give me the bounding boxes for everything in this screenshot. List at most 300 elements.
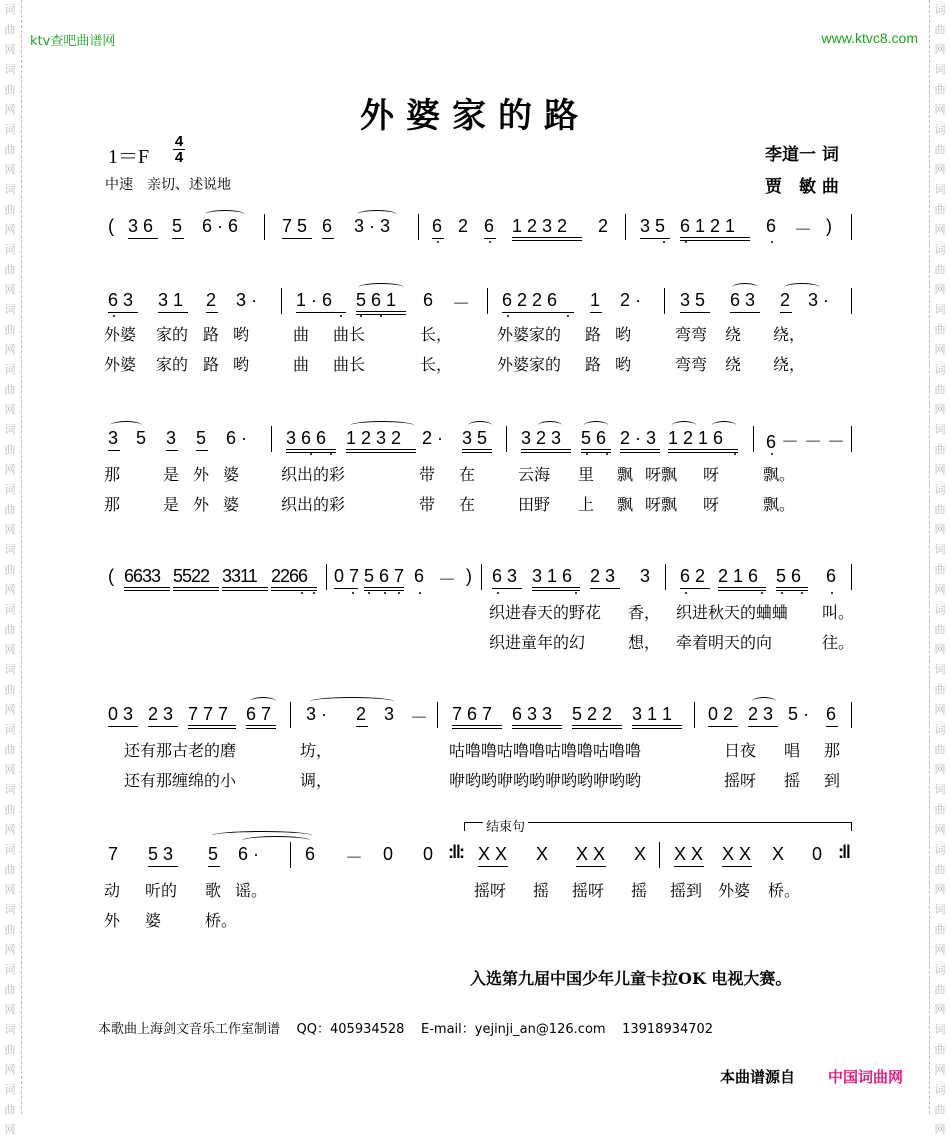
note-group: 6 bbox=[414, 566, 425, 586]
low-octave-dot bbox=[771, 453, 773, 455]
lyric: 曲 bbox=[293, 325, 310, 344]
lyric: 家的 bbox=[156, 355, 189, 374]
site-name-left[interactable]: ktv查吧曲谱网 bbox=[30, 34, 116, 49]
low-octave-dot bbox=[340, 315, 342, 317]
lyric: 摇 bbox=[533, 881, 550, 900]
lyric: 坊， bbox=[300, 741, 333, 760]
note-group: 0 7 bbox=[334, 566, 360, 586]
lyric: 歌 bbox=[205, 881, 222, 900]
lyric: 摇呀 bbox=[724, 771, 757, 790]
slur bbox=[310, 697, 394, 706]
note-group: 5 · bbox=[788, 704, 810, 724]
watermark-text: 词 曲 网 bbox=[4, 483, 16, 536]
low-octave-dot bbox=[685, 592, 687, 594]
watermark-text: 词 曲 网 bbox=[934, 183, 946, 236]
double-underline bbox=[222, 587, 268, 591]
lyric: 带 bbox=[419, 465, 436, 484]
low-octave-dot bbox=[781, 592, 783, 594]
lyric: 绕 bbox=[725, 325, 742, 344]
underline bbox=[432, 238, 444, 239]
watermark-text: 词 曲 网 bbox=[934, 603, 946, 656]
watermark-text: 词 曲 网 bbox=[934, 423, 946, 476]
lyric: 田野 bbox=[518, 495, 551, 514]
note-group: 2 · bbox=[422, 428, 444, 448]
dash: － bbox=[410, 708, 428, 728]
low-octave-dot bbox=[380, 315, 382, 317]
note-group: 5 3 bbox=[148, 844, 174, 864]
note-group: 5522 bbox=[173, 566, 210, 586]
low-octave-dot bbox=[771, 241, 773, 243]
low-octave-dot bbox=[761, 592, 763, 594]
double-underline bbox=[572, 725, 622, 729]
bar-line bbox=[664, 288, 665, 314]
note-group: 6 bbox=[423, 290, 434, 310]
lyric: 哟 bbox=[233, 325, 250, 344]
watermark-text: 词 曲 网 bbox=[934, 543, 946, 596]
watermark-text: 词 曲 网 bbox=[4, 603, 16, 656]
note-group: 5 6 1 bbox=[356, 290, 397, 310]
lyric: 哟 bbox=[233, 355, 250, 374]
low-octave-dot bbox=[360, 315, 362, 317]
bar-line bbox=[753, 426, 754, 452]
slur bbox=[350, 421, 414, 430]
note-group: 3 · bbox=[236, 290, 258, 310]
note-group: 0 3 bbox=[108, 704, 134, 724]
watermark-text: 词 曲 网 bbox=[4, 543, 16, 596]
watermark-text: 词 曲 网 bbox=[4, 63, 16, 116]
note-group: 5 bbox=[136, 428, 147, 448]
double-underline bbox=[271, 587, 317, 591]
watermark-text: 词 曲 网 bbox=[934, 903, 946, 956]
double-underline bbox=[512, 725, 562, 729]
lyric: 呀 bbox=[703, 495, 720, 514]
underline bbox=[826, 726, 838, 727]
time-signature bbox=[173, 134, 185, 165]
underline bbox=[172, 238, 184, 239]
watermark-text: 词 曲 网 bbox=[4, 1083, 16, 1136]
lyric: 哟 bbox=[615, 325, 632, 344]
watermark-text: 词 曲 网 bbox=[934, 723, 946, 776]
note-group: X bbox=[634, 844, 647, 864]
lyric: 摇呀 bbox=[474, 881, 507, 900]
low-octave-dot bbox=[567, 315, 569, 317]
note-group: 5 bbox=[196, 428, 207, 448]
underline bbox=[478, 866, 508, 867]
slur bbox=[205, 210, 245, 219]
low-octave-dot bbox=[489, 241, 491, 243]
watermark-text: 词 曲 网 bbox=[4, 843, 16, 896]
low-octave-dot bbox=[313, 592, 315, 594]
note-group: 2 1 6 bbox=[718, 566, 759, 586]
underline bbox=[730, 312, 760, 313]
lyric: 上 bbox=[578, 495, 595, 514]
note-group: 1 2 3 2 bbox=[512, 216, 568, 236]
underline bbox=[484, 238, 496, 239]
slur bbox=[250, 697, 276, 706]
watermark-text: 词 曲 网 bbox=[934, 123, 946, 176]
lyric: 听的 bbox=[145, 881, 178, 900]
bar-line bbox=[506, 426, 507, 452]
note-group: 6 bbox=[432, 216, 443, 236]
bar-line bbox=[851, 564, 852, 590]
lyric: 还有那古老的磨 bbox=[124, 741, 237, 760]
email-address[interactable]: yejinji_an@126.com bbox=[474, 1022, 606, 1037]
bar-line bbox=[437, 702, 438, 728]
lyric: 飘 bbox=[617, 495, 634, 514]
watermark-text: 词 曲 网 bbox=[934, 663, 946, 716]
underline bbox=[576, 866, 606, 867]
lyric: 绕 bbox=[725, 355, 742, 374]
low-octave-dot bbox=[831, 592, 833, 594]
lyric: 呀飘 bbox=[645, 465, 678, 484]
double-underline bbox=[364, 587, 404, 591]
note-group: 3 6 bbox=[128, 216, 154, 236]
low-octave-dot bbox=[352, 592, 354, 594]
watermark-text: 词 曲 网 bbox=[4, 903, 16, 956]
note-group: 2 · bbox=[620, 290, 642, 310]
bar-line bbox=[665, 564, 666, 590]
underline bbox=[708, 726, 738, 727]
underline bbox=[680, 312, 710, 313]
note-group: 2 bbox=[206, 290, 217, 310]
studio-credit: 本歌曲上海剑文音乐工作室制谱 bbox=[98, 1022, 281, 1037]
note-group: 6 bbox=[484, 216, 495, 236]
note-group: 7 bbox=[108, 844, 119, 864]
lyric: 路 bbox=[203, 325, 220, 344]
phone-number: 13918934702 bbox=[622, 1022, 714, 1037]
low-octave-dot bbox=[507, 315, 509, 317]
double-underline bbox=[680, 237, 750, 241]
note-group: 6 2 2 6 bbox=[502, 290, 558, 310]
key-signature: 1＝F bbox=[108, 146, 150, 168]
lyric: 那 bbox=[104, 465, 121, 484]
note-group: 2 3 bbox=[748, 704, 774, 724]
lyric: 路 bbox=[585, 325, 602, 344]
lyric: 外婆 bbox=[104, 355, 137, 374]
bar-line bbox=[625, 214, 626, 240]
underline bbox=[722, 866, 752, 867]
note-group: 3 bbox=[166, 428, 177, 448]
underline bbox=[108, 312, 138, 313]
low-octave-dot bbox=[586, 453, 588, 455]
double-underline bbox=[462, 449, 492, 453]
underline bbox=[780, 312, 792, 313]
note-group: 6 bbox=[766, 216, 777, 236]
note-group: X bbox=[772, 844, 785, 864]
bar-line bbox=[851, 426, 852, 452]
lyric: 香， bbox=[628, 603, 661, 622]
note-group: 6 2 bbox=[680, 566, 706, 586]
lyric: 绕， bbox=[773, 325, 806, 344]
watermark-text: 词 曲 网 bbox=[934, 3, 946, 56]
underline bbox=[334, 588, 358, 589]
note-group: 7 7 7 bbox=[188, 704, 229, 724]
open-paren: ( bbox=[108, 216, 114, 236]
bar-line bbox=[326, 564, 327, 590]
slur bbox=[712, 421, 736, 430]
lyric: 摇 bbox=[784, 771, 801, 790]
lyric: 那 bbox=[104, 495, 121, 514]
open-paren: ( bbox=[108, 566, 114, 586]
source-site-link[interactable]: 中国词曲网 bbox=[828, 1068, 904, 1086]
lyric: 咿哟哟咿哟哟咿哟哟咿哟哟 bbox=[449, 771, 642, 790]
double-underline bbox=[776, 587, 808, 591]
watermark-text: 词 曲 网 bbox=[934, 363, 946, 416]
low-octave-dot bbox=[330, 453, 332, 455]
lyric: 长， bbox=[420, 325, 453, 344]
lyric: 外婆 bbox=[718, 881, 751, 900]
note-group: 6 3 bbox=[108, 290, 134, 310]
note-group: 3 6 6 bbox=[286, 428, 327, 448]
double-underline bbox=[246, 725, 276, 729]
double-underline bbox=[521, 449, 571, 453]
lyric: 摇到 bbox=[670, 881, 703, 900]
underline bbox=[128, 238, 158, 239]
underline bbox=[492, 588, 522, 589]
lyric: 云海 bbox=[518, 465, 551, 484]
site-url-right[interactable]: www.ktvc8.com bbox=[821, 30, 918, 46]
lyric: 哟 bbox=[615, 355, 632, 374]
note-group: X X bbox=[674, 844, 704, 864]
lyric: 织进童年的幻 bbox=[489, 633, 586, 652]
lyric: 是 bbox=[163, 495, 180, 514]
underline bbox=[282, 238, 312, 239]
watermark-text: 词 曲 网 bbox=[934, 783, 946, 836]
bar-line bbox=[281, 288, 282, 314]
time-sig-top: 4 bbox=[174, 133, 184, 150]
rest: 0 bbox=[423, 844, 434, 864]
bar-line bbox=[264, 214, 265, 240]
note-group: 3 2 3 bbox=[521, 428, 562, 448]
lyric: 日夜 bbox=[724, 741, 757, 760]
lyric: 婆 bbox=[223, 465, 240, 484]
watermark-text: 词 曲 网 bbox=[4, 963, 16, 1016]
note-group: 5 bbox=[172, 216, 183, 236]
note-group: X X bbox=[722, 844, 752, 864]
low-octave-dot bbox=[663, 241, 665, 243]
lyric: 织进春天的野花 bbox=[489, 603, 602, 622]
lyric: 唱 bbox=[784, 741, 801, 760]
lyric: 调， bbox=[300, 771, 333, 790]
bar-line bbox=[290, 702, 291, 728]
rest: 0 bbox=[383, 844, 394, 864]
note-group: 5 6 bbox=[776, 566, 802, 586]
watermark-text: 词 曲 网 bbox=[934, 303, 946, 356]
underline bbox=[674, 866, 704, 867]
lyric: 咕噜噜咕噜噜咕噜噜咕噜噜 bbox=[449, 741, 642, 760]
lyric: 外婆家的 bbox=[497, 355, 562, 374]
lyric: 牵着明天的向 bbox=[676, 633, 773, 652]
lyric: 织出的彩 bbox=[281, 465, 346, 484]
low-octave-dot bbox=[606, 453, 608, 455]
dash: － bbox=[452, 294, 470, 314]
note-group: 1 2 1 6 bbox=[668, 428, 724, 448]
dash: － bbox=[794, 220, 812, 240]
slur bbox=[242, 836, 310, 845]
low-octave-dot bbox=[384, 592, 386, 594]
note-group: 7 5 bbox=[282, 216, 308, 236]
time-sig-bottom: 4 bbox=[174, 149, 184, 166]
watermark-text: 词 曲 网 bbox=[4, 183, 16, 236]
note-group: 3 5 bbox=[680, 290, 706, 310]
lyric: 曲长 bbox=[333, 355, 366, 374]
watermark-text: 词 曲 网 bbox=[4, 1023, 16, 1076]
watermark-text: 词 曲 网 bbox=[934, 843, 946, 896]
note-group: 6 3 3 bbox=[512, 704, 553, 724]
bar-line bbox=[290, 842, 291, 868]
note-group: 3 5 bbox=[462, 428, 488, 448]
lyric: 长， bbox=[420, 355, 453, 374]
dash: － bbox=[345, 848, 363, 868]
watermark-text: 词 曲 网 bbox=[4, 723, 16, 776]
lyric: 曲长 bbox=[333, 325, 366, 344]
watermark-text: 词 曲 网 bbox=[4, 303, 16, 356]
note-group: 2 · 3 bbox=[620, 428, 657, 448]
underline bbox=[748, 726, 778, 727]
contest-note: 入选第九届中国少年儿童卡拉OK 电视大赛。 bbox=[470, 969, 792, 988]
note-group: 5 2 2 bbox=[572, 704, 613, 724]
lyric: 是 bbox=[163, 465, 180, 484]
slur bbox=[538, 421, 562, 430]
low-octave-dot bbox=[734, 453, 736, 455]
low-octave-dot bbox=[301, 592, 303, 594]
lyric: 外婆家的 bbox=[497, 325, 562, 344]
lyric: 飘 bbox=[617, 465, 634, 484]
watermark-text: 词 曲 网 bbox=[934, 963, 946, 1016]
low-octave-dot bbox=[398, 592, 400, 594]
dash: － bbox=[438, 570, 456, 590]
note-group: 6 bbox=[305, 844, 316, 864]
note-group: 3 bbox=[640, 566, 651, 586]
slur bbox=[672, 421, 696, 430]
lyric: 里 bbox=[578, 465, 595, 484]
note-group: 2 3 bbox=[148, 704, 174, 724]
note-group: 3 · 3 bbox=[354, 216, 391, 236]
note-group: 3 1 6 bbox=[532, 566, 573, 586]
underline bbox=[206, 312, 218, 313]
double-underline bbox=[668, 449, 738, 453]
low-octave-dot bbox=[437, 241, 439, 243]
repeat-sign: :‖: bbox=[448, 842, 463, 862]
lyric: 飘。 bbox=[763, 465, 796, 484]
close-paren: ) bbox=[826, 216, 832, 236]
low-octave-dot bbox=[685, 241, 687, 243]
slur bbox=[732, 283, 758, 292]
bar-line bbox=[487, 288, 488, 314]
right-watermark-strip bbox=[929, 0, 950, 1136]
note-group: 0 2 bbox=[708, 704, 734, 724]
double-underline bbox=[173, 587, 219, 591]
lyric: 外 bbox=[193, 495, 210, 514]
note-group: 3 1 1 bbox=[632, 704, 673, 724]
lyric: 摇 bbox=[631, 881, 648, 900]
bar-line bbox=[851, 702, 852, 728]
lyric: 在 bbox=[459, 465, 476, 484]
slur bbox=[752, 697, 776, 706]
double-underline bbox=[124, 587, 170, 591]
lyric: 弯弯 bbox=[675, 355, 708, 374]
underline bbox=[590, 588, 620, 589]
lyric: 桥。 bbox=[205, 911, 238, 930]
double-underline bbox=[632, 725, 682, 729]
lyric: 路 bbox=[585, 355, 602, 374]
underline bbox=[296, 312, 346, 313]
lyric: 呀飘 bbox=[645, 495, 678, 514]
low-octave-dot bbox=[575, 592, 577, 594]
watermark-text: 词 曲 网 bbox=[4, 363, 16, 416]
underline bbox=[208, 866, 220, 867]
lyricist-credit: 李道一 词 bbox=[765, 145, 839, 165]
lyric: 叫。 bbox=[822, 603, 855, 622]
double-underline bbox=[512, 237, 582, 241]
note-group: 2 bbox=[458, 216, 469, 236]
rest: 0 bbox=[812, 844, 823, 864]
slur bbox=[357, 210, 397, 219]
watermark-text: 词 曲 网 bbox=[4, 663, 16, 716]
lyric: 织进秋天的蛐蛐 bbox=[676, 603, 789, 622]
repeat-end-sign: :‖ bbox=[838, 842, 849, 862]
watermark-text: 词 曲 网 bbox=[4, 3, 16, 56]
lyric: 到 bbox=[824, 771, 841, 790]
underline bbox=[322, 238, 334, 239]
note-group: X X bbox=[576, 844, 606, 864]
watermark-text: 词 曲 网 bbox=[4, 123, 16, 176]
note-group: 3 · bbox=[306, 704, 328, 724]
double-underline bbox=[620, 449, 660, 453]
note-group: 6 bbox=[826, 704, 837, 724]
note-group: 6 · bbox=[226, 428, 248, 448]
lyric: 织出的彩 bbox=[281, 495, 346, 514]
source-label: 本曲谱源自 bbox=[720, 1068, 796, 1086]
note-group: 6 3 bbox=[730, 290, 756, 310]
close-paren: ) bbox=[466, 566, 472, 586]
watermark-text: 词 曲 网 bbox=[934, 1083, 946, 1136]
double-underline bbox=[452, 725, 502, 729]
lyric: 绕， bbox=[773, 355, 806, 374]
slur bbox=[784, 283, 820, 292]
watermark-text: 词 曲 网 bbox=[934, 1023, 946, 1076]
underline bbox=[590, 312, 602, 313]
low-octave-dot bbox=[497, 592, 499, 594]
lyric: 婆 bbox=[145, 911, 162, 930]
song-title: 外婆家的路 bbox=[360, 96, 590, 136]
underline bbox=[196, 450, 208, 451]
slur bbox=[358, 283, 404, 292]
lyric: 在 bbox=[459, 495, 476, 514]
note-group: 6 7 bbox=[246, 704, 272, 724]
email-label: E-mail： bbox=[421, 1022, 475, 1037]
lyric: 家的 bbox=[156, 325, 189, 344]
lyric: 外 bbox=[193, 465, 210, 484]
note-group: 1 · 6 bbox=[296, 290, 333, 310]
note-group: 1 2 3 2 bbox=[346, 428, 402, 448]
note-group: 3 1 bbox=[158, 290, 184, 310]
low-octave-dot bbox=[310, 453, 312, 455]
lyric: 外婆 bbox=[104, 325, 137, 344]
lyric: 带 bbox=[419, 495, 436, 514]
double-underline bbox=[718, 587, 766, 591]
note-group: 3311 bbox=[222, 566, 257, 586]
bar-line bbox=[851, 214, 852, 240]
lyric: 谣。 bbox=[235, 881, 268, 900]
bar-line bbox=[418, 214, 419, 240]
low-octave-dot bbox=[801, 592, 803, 594]
underline bbox=[640, 238, 670, 239]
ending-label: 结束句 bbox=[483, 816, 528, 835]
lyric: 外 bbox=[104, 911, 121, 930]
note-group: 3 5 bbox=[640, 216, 666, 236]
note-group: 2266 bbox=[271, 566, 308, 586]
